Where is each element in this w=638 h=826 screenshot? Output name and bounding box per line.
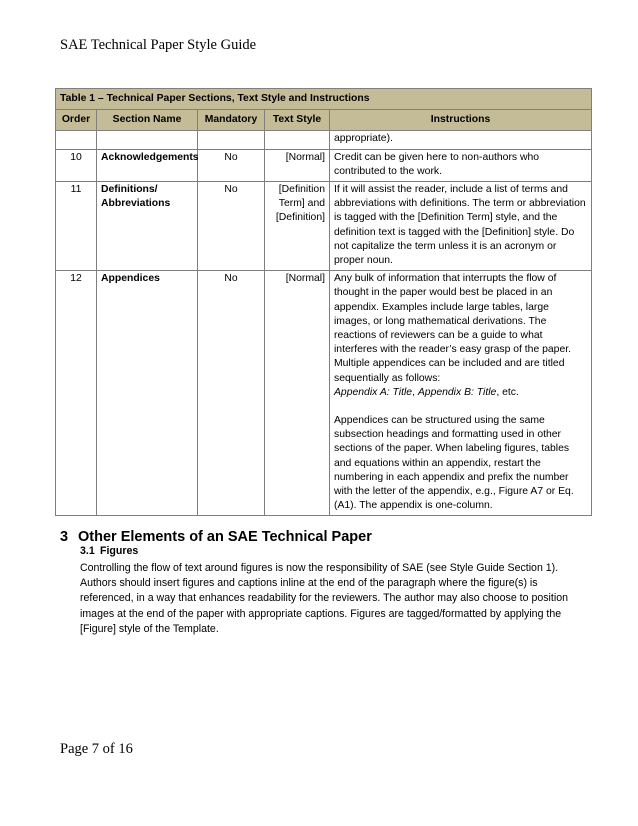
body-paragraph: Controlling the flow of text around figures is now the responsibility of SAE (see Style Guide Section 1). Authors should insert figures and captions inline at the end of the paragraph where the figure(s) is referenced, in a way that enhances readability for the reviewers. The author may also choose to position images at the end of the paper with appropriate captions. Figures are tagged/formatted by applying the [Figure] style of the Template. <box>80 562 568 635</box>
cell-instructions <box>330 271 592 516</box>
column-header-section-name: Section Name <box>97 110 198 131</box>
column-header-text-style: Text Style <box>265 110 330 131</box>
cell-text-style: [Normal] <box>265 271 330 516</box>
cell-text-style: [Normal] <box>265 149 330 181</box>
cell-mandatory: No <box>198 271 265 516</box>
page-number: Page 7 of 16 <box>60 741 133 757</box>
column-header-mandatory: Mandatory <box>198 110 265 131</box>
cell-section-name: Acknowledgements <box>97 149 198 181</box>
subsection-title: Figures <box>100 545 139 557</box>
table-caption: Table 1 – Technical Paper Sections, Text Style and Instructions <box>56 89 592 110</box>
cell-mandatory <box>198 131 265 149</box>
document-header-title: SAE Technical Paper Style Guide <box>60 37 257 53</box>
cell-instructions: Credit can be given here to non-authors who contributed to the work. <box>330 149 592 181</box>
cell-mandatory: No <box>198 182 265 271</box>
subsection-number: 3.1 <box>80 545 95 557</box>
section-title: Other Elements of an SAE Technical Paper <box>78 529 372 545</box>
cell-section-name: Definitions/ Abbreviations <box>97 182 198 271</box>
cell-text-style: [Definition Term] and [Definition] <box>265 182 330 271</box>
cell-section-name: Appendices <box>97 271 198 516</box>
table-header-row <box>56 110 592 131</box>
column-header-instructions: Instructions <box>330 110 592 131</box>
cell-order <box>56 131 97 149</box>
sections-table <box>55 88 592 516</box>
cell-order: 10 <box>56 149 97 181</box>
appendix-example-separator: , <box>412 386 418 398</box>
cell-instructions: If it will assist the reader, include a list of terms and abbreviations with definitions. The term or abbreviation is tagged with the [Definition Term] style, and the definition text is tagged with the [Definition] style. Do not capitalize the term unless it is an acronym or proper noun. <box>330 182 592 271</box>
appendix-example-first: Appendix A: Title <box>334 386 413 398</box>
paragraph-spacer <box>334 400 587 414</box>
section-heading <box>60 529 372 545</box>
appendix-example-tail: , etc. <box>496 386 519 398</box>
table-row <box>56 271 592 516</box>
column-header-order: Order <box>56 110 97 131</box>
table-row <box>56 149 592 181</box>
appendix-example-second: Appendix B: Title <box>417 386 497 398</box>
cell-order: 11 <box>56 182 97 271</box>
cell-instructions: appropriate). <box>330 131 592 149</box>
appendix-title-example <box>334 386 587 400</box>
sections-table-container <box>55 88 591 516</box>
cell-mandatory: No <box>198 149 265 181</box>
instructions-paragraph: Any bulk of information that interrupts the flow of thought in the paper would best be placed in an appendix. Examples include large tables, large images, or long mathematical derivations. The reactions of reviewers can be a guide to what interferes with the reader’s easy grasp of the paper. Multiple appendices can be included and are titled sequentially as follows: <box>334 273 572 384</box>
subsection-heading <box>80 545 138 557</box>
cell-order: 12 <box>56 271 97 516</box>
cell-text-style <box>265 131 330 149</box>
section-number: 3 <box>60 529 69 545</box>
instructions-paragraph: Appendices can be structured using the same subsection headings and formatting used in other sections of the paper. When labeling figures, tables and equations within an appendix, restart the numbering in each appendix and prefix the number with the letter of the appendix, e.g., Figure A7 or Eq. (A1). The appendix is one-column. <box>334 415 574 512</box>
table-row <box>56 131 592 149</box>
cell-section-name <box>97 131 198 149</box>
table-row <box>56 182 592 271</box>
